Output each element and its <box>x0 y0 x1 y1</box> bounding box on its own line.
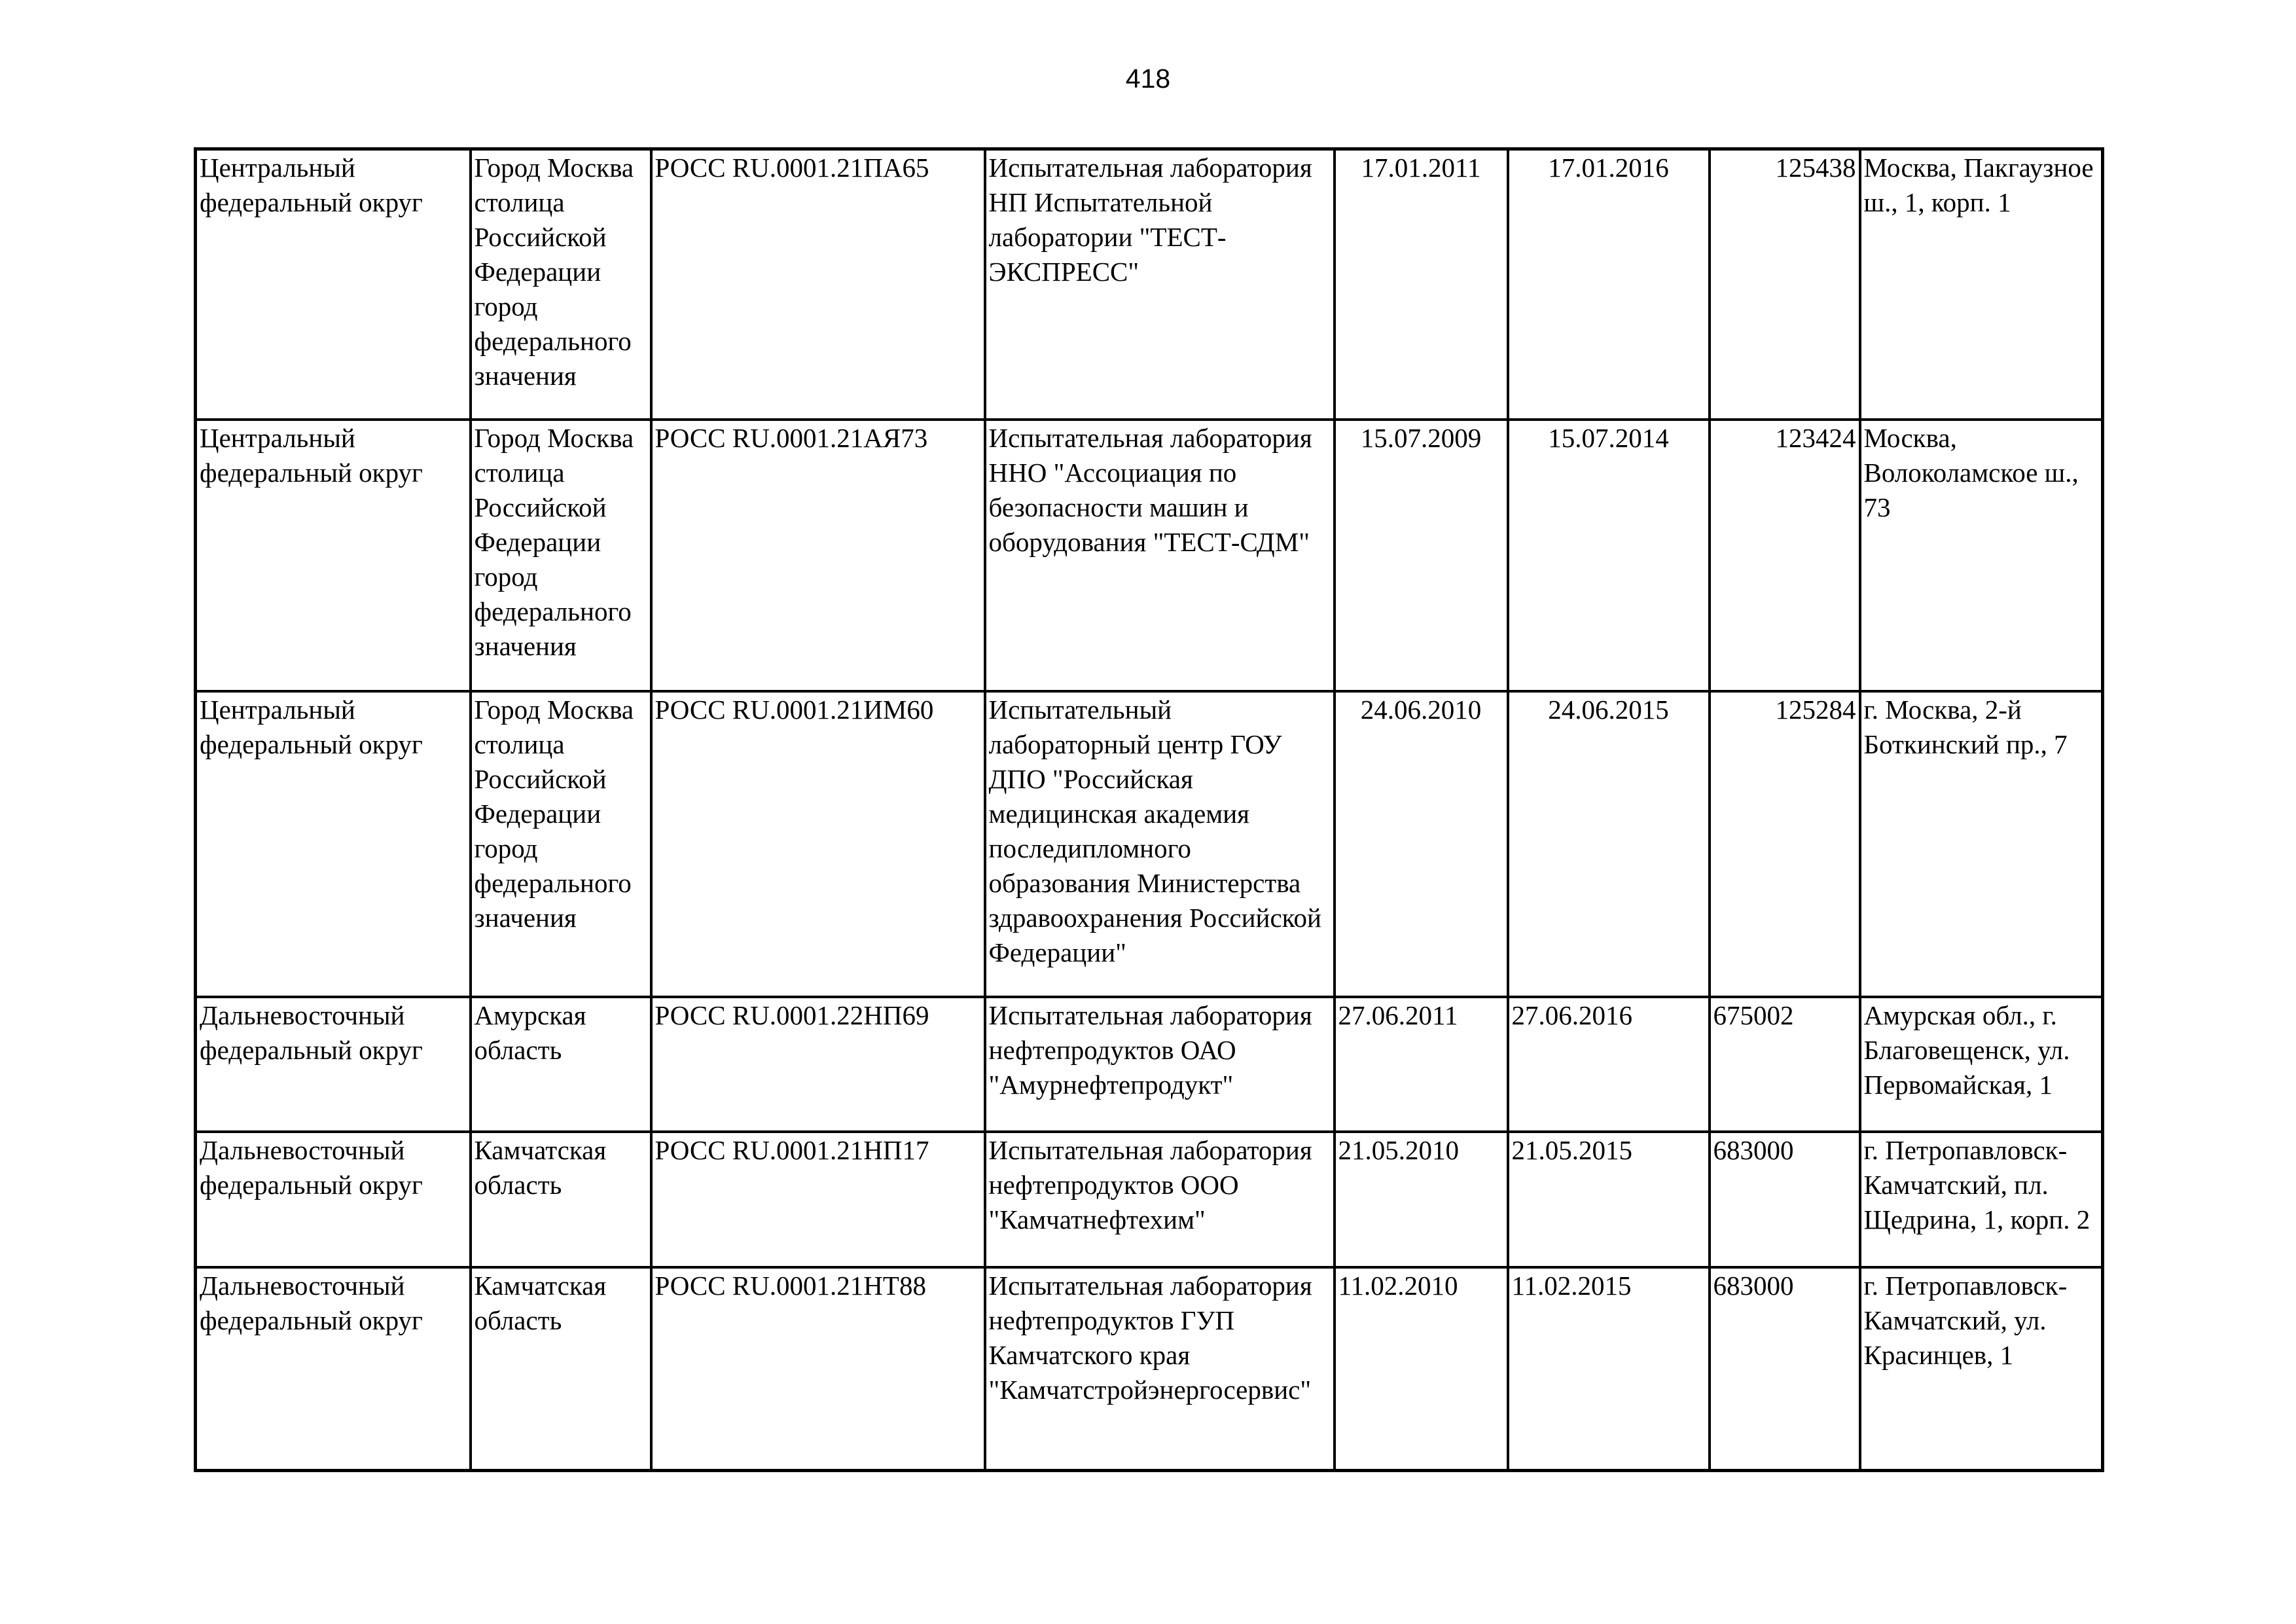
postcode-cell: 123424 <box>1710 420 1860 691</box>
address-cell: г. Петропавловск-Камчатский, ул. Красинцев, 1 <box>1860 1267 2103 1471</box>
laboratory-name-cell: Испытательный лабораторный центр ГОУ ДПО "Российская медицинская академия последипломного образования Министерства здравоохранения Российской Федерации" <box>985 691 1335 997</box>
registration-number-cell: РОСС RU.0001.21НП17 <box>651 1132 985 1267</box>
district-cell: Центральный федеральный округ <box>196 149 471 420</box>
registration-number-cell: РОСС RU.0001.21ИМ60 <box>651 691 985 997</box>
address-cell: Москва, Волоколамское ш., 73 <box>1860 420 2103 691</box>
registration-number-cell: РОСС RU.0001.21ПА65 <box>651 149 985 420</box>
table-row <box>196 1132 2103 1267</box>
table-row <box>196 691 2103 997</box>
date-to-cell: 11.02.2015 <box>1508 1267 1710 1471</box>
date-to-cell: 15.07.2014 <box>1508 420 1710 691</box>
district-cell: Дальневосточный федеральный округ <box>196 997 471 1132</box>
postcode-cell: 683000 <box>1710 1267 1860 1471</box>
region-text: Город Москва столица Российской Федерации город федерального значения <box>474 423 634 661</box>
region-cell: Амурская область <box>471 997 651 1132</box>
region-cell: Камчатская область <box>471 1267 651 1471</box>
date-to-cell: 24.06.2015 <box>1508 691 1710 997</box>
address-cell: г. Петропавловск-Камчатский, пл. Щедрина, 1, корп. 2 <box>1860 1132 2103 1267</box>
date-to-cell: 27.06.2016 <box>1508 997 1710 1132</box>
postcode-cell: 683000 <box>1710 1132 1860 1267</box>
table-row <box>196 149 2103 420</box>
district-cell: Дальневосточный федеральный округ <box>196 1132 471 1267</box>
region-cell <box>471 420 651 691</box>
region-cell: Город Москва столица Российской Федерации город федерального значения <box>471 691 651 997</box>
registration-number-cell: РОСС RU.0001.21АЯ73 <box>651 420 985 691</box>
date-from-cell: 15.07.2009 <box>1335 420 1508 691</box>
date-to-cell: 21.05.2015 <box>1508 1132 1710 1267</box>
page-number: 418 <box>1125 63 1171 94</box>
postcode-cell: 675002 <box>1710 997 1860 1132</box>
table-row <box>196 997 2103 1132</box>
laboratory-name-cell: Испытательная лаборатория нефтепродуктов ГУП Камчатского края "Камчатстройэнергосервис" <box>985 1267 1335 1471</box>
registration-number-cell: РОСС RU.0001.22НП69 <box>651 997 985 1132</box>
date-from-cell: 11.02.2010 <box>1335 1267 1508 1471</box>
date-to-cell: 17.01.2016 <box>1508 149 1710 420</box>
laboratory-name-cell: Испытательная лаборатория нефтепродуктов ОАО "Амурнефтепродукт" <box>985 997 1335 1132</box>
date-from-cell: 17.01.2011 <box>1335 149 1508 420</box>
region-text: Город Москва столица Российской Федерации город федерального значения <box>474 153 634 391</box>
date-from-cell: 24.06.2010 <box>1335 691 1508 997</box>
address-cell: Москва, Пакгаузное ш., 1, корп. 1 <box>1860 149 2103 420</box>
region-cell <box>471 149 651 420</box>
table-row <box>196 420 2103 691</box>
region-cell: Камчатская область <box>471 1132 651 1267</box>
district-cell: Дальневосточный федеральный округ <box>196 1267 471 1471</box>
postcode-cell: 125438 <box>1710 149 1860 420</box>
laboratory-name-cell: Испытательная лаборатория нефтепродуктов ООО "Камчатнефтехим" <box>985 1132 1335 1267</box>
date-from-cell: 21.05.2010 <box>1335 1132 1508 1267</box>
laboratory-name-cell: Испытательная лаборатория ННО "Ассоциация по безопасности машин и оборудования "ТЕСТ-СДМ" <box>985 420 1335 691</box>
laboratory-registry-table <box>194 147 2104 1472</box>
registration-number-cell: РОСС RU.0001.21НТ88 <box>651 1267 985 1471</box>
table-row <box>196 1267 2103 1471</box>
district-cell: Центральный федеральный округ <box>196 691 471 997</box>
date-from-cell: 27.06.2011 <box>1335 997 1508 1132</box>
district-cell: Центральный федеральный округ <box>196 420 471 691</box>
postcode-cell: 125284 <box>1710 691 1860 997</box>
laboratory-name-cell: Испытательная лаборатория НП Испытательной лаборатории "ТЕСТ-ЭКСПРЕСС" <box>985 149 1335 420</box>
address-cell: Амурская обл., г. Благовещенск, ул. Первомайская, 1 <box>1860 997 2103 1132</box>
address-cell: г. Москва, 2-й Боткинский пр., 7 <box>1860 691 2103 997</box>
